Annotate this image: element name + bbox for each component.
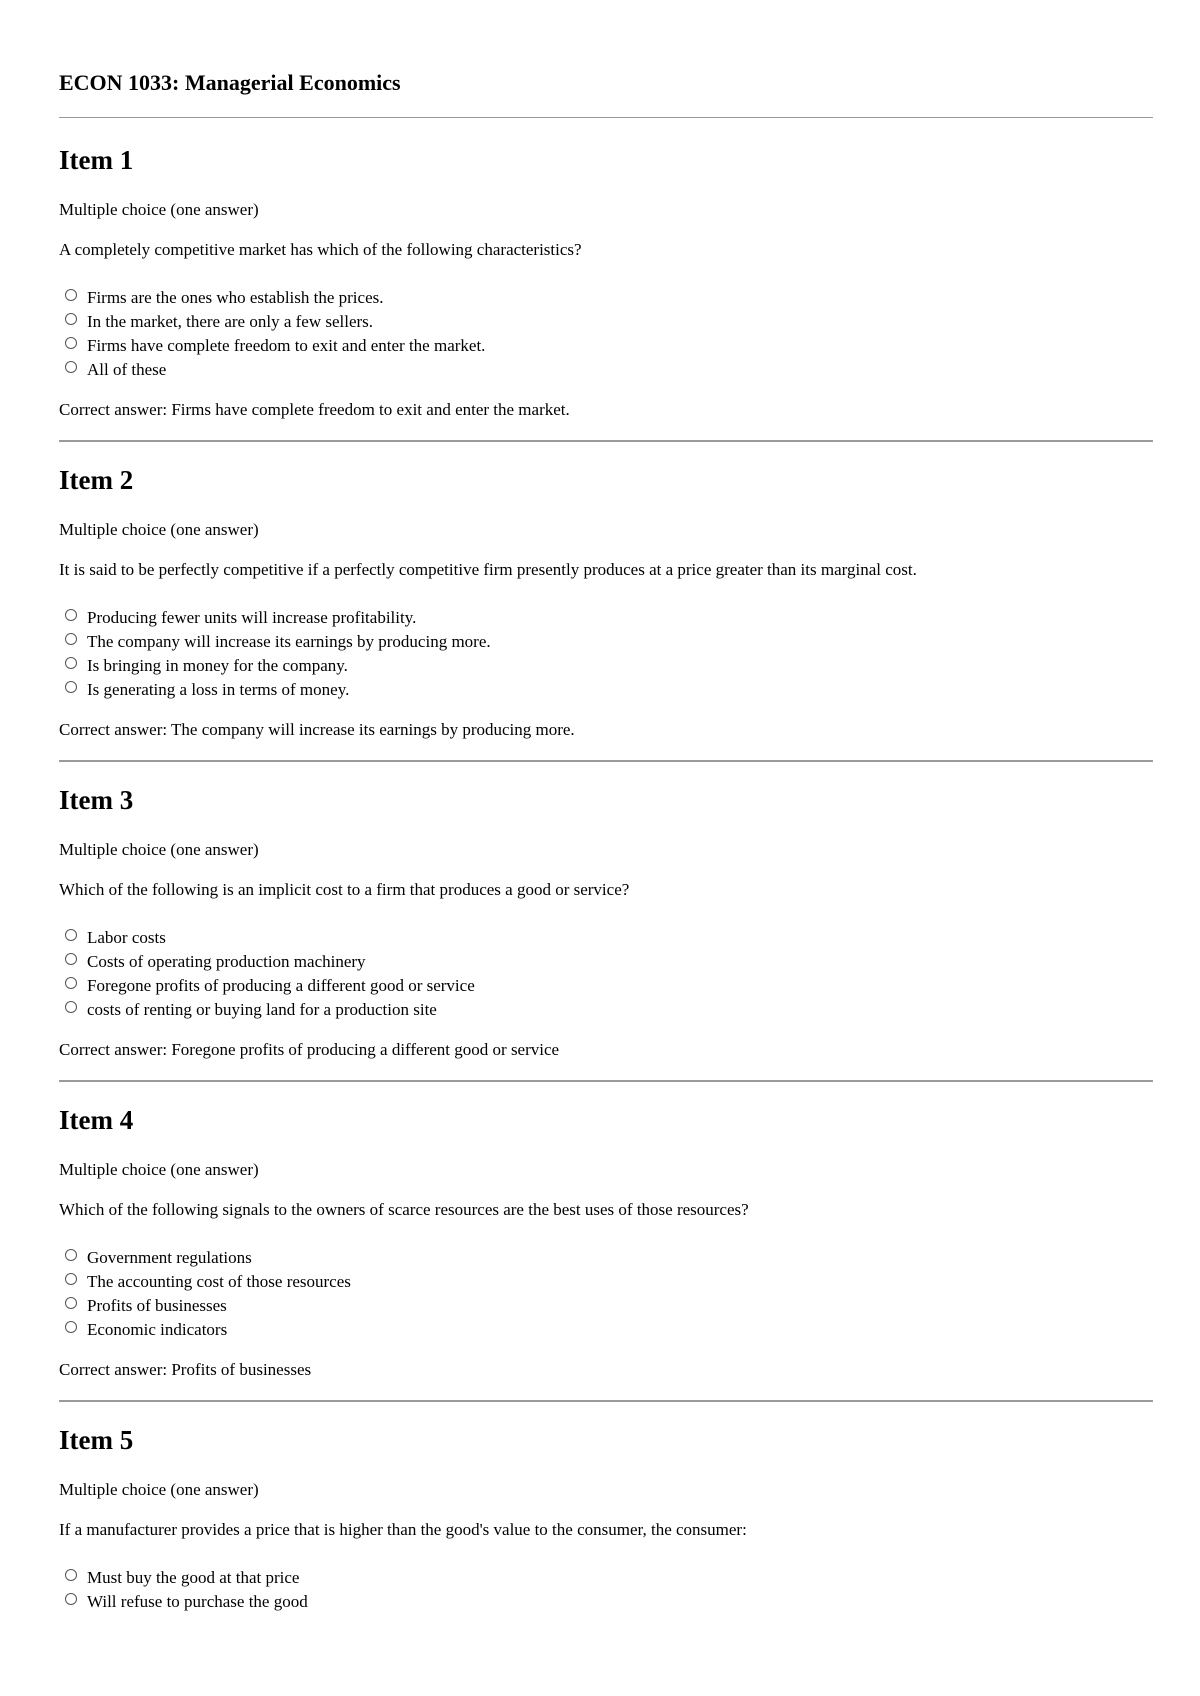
radio-button[interactable] xyxy=(65,337,77,349)
option-label: All of these xyxy=(87,359,167,379)
answer-option[interactable] xyxy=(65,677,491,701)
option-label: costs of renting or buying land for a production site xyxy=(87,999,437,1019)
option-label: Firms are the ones who establish the prices. xyxy=(87,287,384,307)
answer-option[interactable] xyxy=(65,653,491,677)
correct-answer-text: The company will increase its earnings by producing more. xyxy=(171,720,575,739)
radio-button[interactable] xyxy=(65,1321,77,1333)
radio-button[interactable] xyxy=(65,1593,77,1605)
question-text: It is said to be perfectly competitive if a perfectly competitive firm presently produces at a price greater than its marginal cost. xyxy=(59,560,917,579)
correct-answer xyxy=(59,401,570,418)
answer-option[interactable] xyxy=(65,1293,351,1317)
question-item xyxy=(59,787,1153,1107)
question-text: Which of the following signals to the owners of scarce resources are the best uses of those resources? xyxy=(59,1200,749,1219)
course-title: ECON 1033: Managerial Economics xyxy=(59,70,401,95)
answer-option[interactable] xyxy=(65,997,475,1021)
answer-option[interactable] xyxy=(65,949,475,973)
option-label: Labor costs xyxy=(87,927,166,947)
question-type-label: Multiple choice (one answer) xyxy=(59,200,259,219)
answer-options xyxy=(65,925,475,1021)
item-heading: Item 3 xyxy=(59,785,134,815)
radio-button[interactable] xyxy=(65,681,77,693)
radio-button[interactable] xyxy=(65,361,77,373)
answer-options xyxy=(65,1245,351,1341)
item-divider xyxy=(59,760,1153,762)
radio-button[interactable] xyxy=(65,633,77,645)
correct-answer-prefix: Correct answer: xyxy=(59,400,172,419)
correct-answer-text: Firms have complete freedom to exit and enter the market. xyxy=(171,400,570,419)
correct-answer xyxy=(59,1041,559,1058)
answer-options xyxy=(65,605,491,701)
option-label: Foregone profits of producing a different good or service xyxy=(87,975,475,995)
option-label: Is generating a loss in terms of money. xyxy=(87,679,350,699)
question-type-label: Multiple choice (one answer) xyxy=(59,1160,259,1179)
question-item xyxy=(59,467,1153,787)
radio-button[interactable] xyxy=(65,289,77,301)
correct-answer-text: Foregone profits of producing a different good or service xyxy=(171,1040,560,1059)
question-text: Which of the following is an implicit cost to a firm that produces a good or service? xyxy=(59,880,630,899)
answer-option[interactable] xyxy=(65,285,485,309)
radio-button[interactable] xyxy=(65,1001,77,1013)
option-label: Costs of operating production machinery xyxy=(87,951,366,971)
item-heading: Item 4 xyxy=(59,1105,134,1135)
correct-answer xyxy=(59,721,575,738)
answer-option[interactable] xyxy=(65,1589,308,1613)
correct-answer xyxy=(59,1361,311,1378)
radio-button[interactable] xyxy=(65,609,77,621)
answer-options xyxy=(65,285,485,381)
answer-option[interactable] xyxy=(65,1245,351,1269)
correct-answer-prefix: Correct answer: xyxy=(59,1040,172,1059)
option-label: Firms have complete freedom to exit and enter the market. xyxy=(87,335,486,355)
answer-option[interactable] xyxy=(65,1269,351,1293)
correct-answer-text: Profits of businesses xyxy=(171,1360,312,1379)
question-text: If a manufacturer provides a price that is higher than the good's value to the consumer, the consumer: xyxy=(59,1520,747,1539)
option-label: Profits of businesses xyxy=(87,1295,227,1315)
question-text: A completely competitive market has which of the following characteristics? xyxy=(59,240,582,259)
answer-option[interactable] xyxy=(65,309,485,333)
radio-button[interactable] xyxy=(65,1297,77,1309)
option-label: Will refuse to purchase the good xyxy=(87,1591,308,1611)
question-item xyxy=(59,147,1153,467)
question-type-label: Multiple choice (one answer) xyxy=(59,840,259,859)
answer-option[interactable] xyxy=(65,333,485,357)
item-heading: Item 2 xyxy=(59,465,134,495)
answer-option[interactable] xyxy=(65,1565,308,1589)
option-label: Government regulations xyxy=(87,1247,252,1267)
question-item xyxy=(59,1427,1153,1627)
answer-option[interactable] xyxy=(65,605,491,629)
correct-answer-prefix: Correct answer: xyxy=(59,1360,172,1379)
question-type-label: Multiple choice (one answer) xyxy=(59,520,259,539)
option-label: Is bringing in money for the company. xyxy=(87,655,348,675)
radio-button[interactable] xyxy=(65,313,77,325)
option-label: The company will increase its earnings by producing more. xyxy=(87,631,491,651)
item-heading: Item 5 xyxy=(59,1425,134,1455)
radio-button[interactable] xyxy=(65,1569,77,1581)
option-label: The accounting cost of those resources xyxy=(87,1271,351,1291)
radio-button[interactable] xyxy=(65,977,77,989)
correct-answer-prefix: Correct answer: xyxy=(59,720,172,739)
option-label: In the market, there are only a few sellers. xyxy=(87,311,374,331)
question-item xyxy=(59,1107,1153,1427)
answer-option[interactable] xyxy=(65,925,475,949)
answer-option[interactable] xyxy=(65,1317,351,1341)
option-label: Must buy the good at that price xyxy=(87,1567,300,1587)
answer-option[interactable] xyxy=(65,973,475,997)
answer-options xyxy=(65,1565,308,1613)
item-divider xyxy=(59,1400,1153,1402)
answer-option[interactable] xyxy=(65,357,485,381)
option-label: Producing fewer units will increase profitability. xyxy=(87,607,417,627)
item-heading: Item 1 xyxy=(59,145,134,175)
radio-button[interactable] xyxy=(65,657,77,669)
option-label: Economic indicators xyxy=(87,1319,228,1339)
answer-option[interactable] xyxy=(65,629,491,653)
radio-button[interactable] xyxy=(65,1249,77,1261)
header-divider xyxy=(59,117,1153,118)
radio-button[interactable] xyxy=(65,929,77,941)
question-type-label: Multiple choice (one answer) xyxy=(59,1480,259,1499)
item-divider xyxy=(59,440,1153,442)
item-divider xyxy=(59,1080,1153,1082)
radio-button[interactable] xyxy=(65,1273,77,1285)
radio-button[interactable] xyxy=(65,953,77,965)
